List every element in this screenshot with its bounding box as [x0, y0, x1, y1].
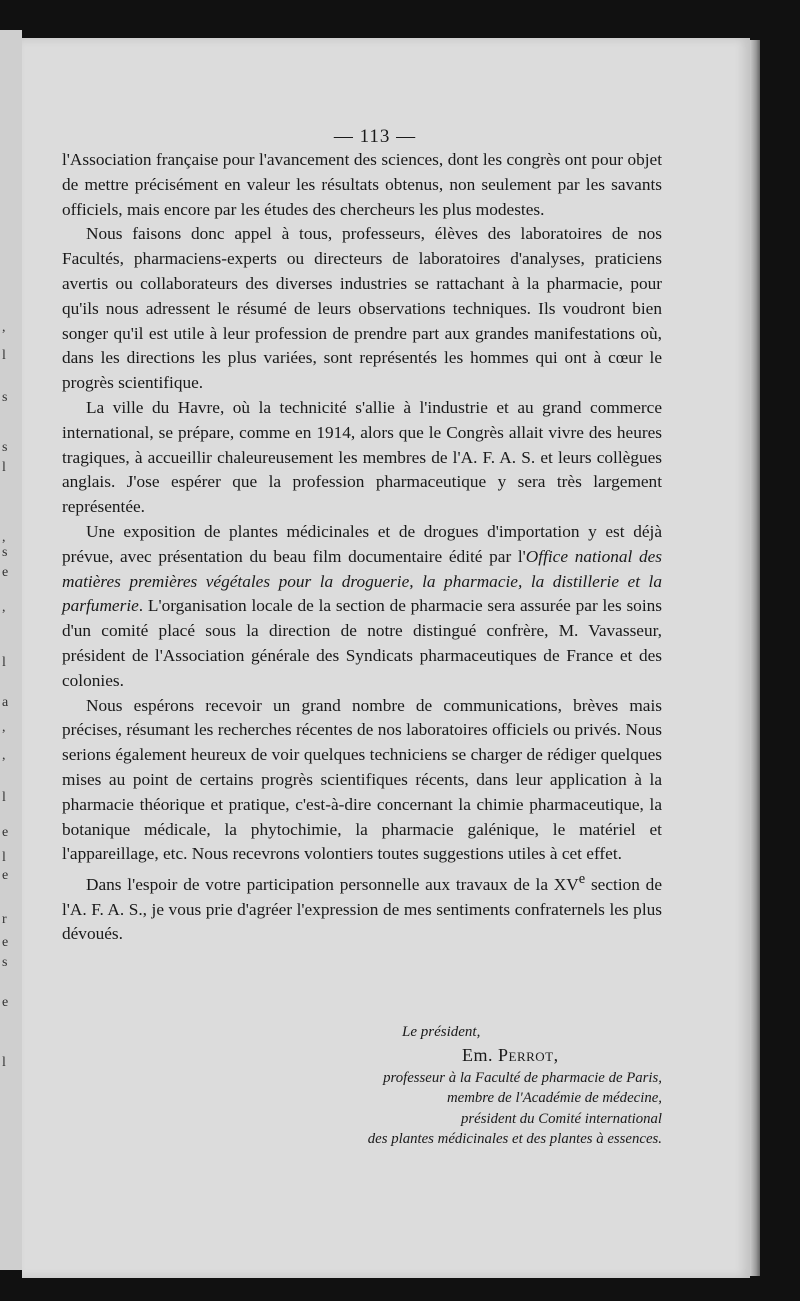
body-text: [62, 148, 662, 947]
facing-page-fragment: ,: [2, 320, 6, 335]
signature-block: [262, 1022, 662, 1149]
paragraph-5: Nous espérons recevoir un grand nombre de communications, brèves mais précises, résumant les recherches récentes de nos laboratoires officiels ou privés. Nous serions également heureux de voir quelques techniciens se charger de rédiger quelques mises au point de certains progrès scientifiques récents, dans leur application à la pharmacie théorique et pratique, c'est-à-dire concernant la chimie pharmaceutique, la botanique médicale, la phytochimie, la pharmacie galénique, le matériel et l'appareillage, etc. Nous recevrons volontiers toutes suggestions utiles à cet effet.: [62, 695, 662, 864]
facing-page-fragment: ,: [2, 720, 6, 735]
paragraph-6: [62, 867, 662, 947]
facing-page-fragment: l: [2, 348, 6, 363]
signature-title-2: membre de l'Académie de médecine,: [446, 1090, 662, 1107]
page-number: — 113 —: [333, 126, 417, 147]
facing-page-fragment: ,: [2, 530, 6, 545]
facing-page-fragment: l: [2, 655, 6, 670]
book-page: [22, 38, 750, 1278]
facing-page-edge: [0, 30, 22, 1270]
paragraph-1: l'Association française pour l'avancement des sciences, dont les congrès ont pour objet de mettre précisément en valeur les résultats obtenus, non seulement par les savants officiels, mais encore par les études des chercheurs les plus modestes.: [62, 150, 662, 219]
signature-title-3: président du Comité international: [461, 1110, 662, 1127]
facing-page-fragment: s: [2, 390, 8, 405]
facing-page-fragment: a: [2, 695, 9, 710]
facing-page-fragment: e: [2, 565, 9, 580]
paragraph-4: [62, 520, 662, 694]
facing-page-fragment: r: [2, 912, 7, 927]
facing-page-fragment: e: [2, 868, 9, 883]
paragraph-3: La ville du Havre, où la technicité s'allie à l'industrie et au grand commerce international, se prépare, comme en 1914, alors que le Congrès allait vivre des heures tragiques, à accueillir chaleureusement les membres de l'A. F. A. S. et leurs collègues anglais. J'ose espérer que la profession pharmaceutique y sera très largement représentée.: [62, 397, 662, 517]
facing-page-fragment: s: [2, 545, 8, 560]
facing-page-fragment: s: [2, 440, 8, 455]
page-edge-shadow: [750, 40, 760, 1276]
facing-page-fragment: l: [2, 1055, 6, 1070]
office-name-italic: Office national des matières premières végétales pour la droguerie, la pharmacie, la distillerie et la parfumerie: [62, 546, 663, 616]
facing-page-fragment: e: [2, 995, 9, 1010]
facing-page-fragment: l: [2, 850, 6, 865]
facing-page-fragment: e: [2, 825, 9, 840]
facing-page-fragment: ,: [2, 748, 6, 763]
signature-name: [462, 1042, 662, 1068]
signature-title-1: professeur à la Faculté de pharmacie de Paris,: [383, 1070, 662, 1086]
facing-page-fragment: e: [2, 935, 9, 950]
facing-page-fragment: l: [2, 790, 6, 805]
facing-page-fragment: s: [2, 955, 8, 970]
paragraph-6-end: section de l'A. F. A. S., je vous prie d'agréer l'expression de mes sentiments confraternels les plus dévoués.: [62, 874, 662, 944]
superscript-e: e: [578, 871, 586, 888]
paragraph-4-end: . L'organisation locale de la section de pharmacie sera assurée par les soins d'un comité placé sous la direction de notre distingué confrère, M. Vavasseur, président de l'Association générale des Syndicats pharmaceutiques de France et des colonies.: [62, 596, 662, 690]
signature-title-4: des plantes médicinales et des plantes à essences.: [367, 1130, 662, 1147]
paragraph-6-start: Dans l'espoir de votre participation personnelle aux travaux de la XV: [86, 874, 579, 894]
signature-surname: Perrot,: [498, 1045, 559, 1065]
paragraph-2: Nous faisons donc appel à tous, professeurs, élèves des laboratoires de nos Facultés, pharmaciens-experts ou directeurs de laboratoires d'analyses, praticiens avertis ou collaborateurs des diverses industries se rattachant à la pharmacie, pour qu'ils nous adressent le résumé de leurs observations techniques. Ils voudront bien songer qu'il est utile à leur profession de prendre part aux grandes manifestations où, dans les directions les plus variées, sont représentés les hommes qui ont à cœur le progrès scientifique.: [62, 224, 662, 393]
paragraph-4-start: Une exposition de plantes médicinales et de drogues d'importation y est déjà prévue, avec présentation du beau film documentaire édité par l': [62, 521, 662, 566]
facing-page-fragment: ,: [2, 600, 6, 615]
signature-label: Le président,: [402, 1024, 481, 1040]
signature-name-text: Em. Perrot,: [462, 1045, 559, 1065]
facing-page-fragment: l: [2, 460, 6, 475]
